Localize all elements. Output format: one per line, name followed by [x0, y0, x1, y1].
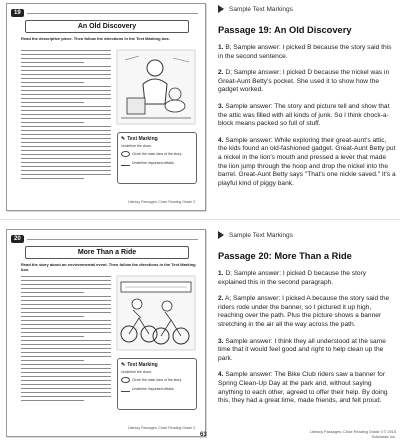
thumbnail-header [11, 234, 201, 244]
thumbnail-page-number: 19 [11, 9, 24, 17]
passage-title: Passage 20: More Than a Ride [218, 251, 352, 261]
arrow-right-icon [218, 231, 224, 239]
thumbnail-page-number: 20 [11, 235, 24, 243]
sample-answers [218, 4, 396, 188]
sample-answers [218, 230, 396, 406]
answer-text: Sample answer: The story and picture tell and show that the attic was filled with all kinds of junk. So I think chock-a-block means packed so full of stuff. [218, 102, 390, 128]
text-marking-item: Circle the main idea of the story. [132, 378, 182, 382]
sample-header [218, 4, 396, 14]
answer-text: Sample answer: While exploring their great-aunt's attic, the kids found an old-fashioned gadget. Great-Aunt Betty put a nickel in the lion's mouth and pressed a lever that made the lion jump through the hoop and drop the nickel into the barrel. Great-Aunt Betty says "That's one nickle saved." It's a playful kind of piggy bank. [218, 136, 396, 187]
answer-text: A; Sample answer: I picked A because the story said the riders rode under the banner, so I pictured it up high, reaching over the path. Plus the picture shows a banner stretching in the air all the way across the path. [218, 295, 390, 328]
answer-text: B; Sample answer: I picked B because the story said this in the second sentence. [218, 44, 392, 60]
answer-number: 3. [218, 102, 224, 110]
text-marking-item: Circle the main idea of the story. [132, 152, 182, 156]
thumbnail-footer-text: Literacy Passages: Close Reading Grade 3 [127, 200, 195, 204]
answer-item [218, 137, 396, 189]
answer-number: 2. [218, 69, 224, 77]
sample-label: Sample Text Markings [229, 231, 293, 239]
underline-icon [121, 160, 130, 166]
text-marking-item: Underline important details. [132, 387, 175, 391]
text-marking-subtitle: Underline the clues. [121, 144, 152, 148]
book-info: Literacy Passages: Close Reading Grade 3 © 2015 Scholastic Inc. [309, 430, 396, 439]
passage-text-lines [21, 276, 111, 404]
text-marking-box [117, 132, 197, 184]
panel-divider [0, 219, 400, 220]
passage-thumbnail [6, 3, 206, 211]
thumbnail-footer [21, 425, 195, 431]
answer-panel-20 [0, 226, 400, 441]
name-line [27, 13, 198, 14]
answer-number: 4. [218, 136, 224, 144]
sample-header [218, 230, 396, 240]
answer-number: 1. [218, 44, 224, 51]
text-marking-subtitle: Underline the clues. [121, 370, 152, 374]
thumbnail-footer-text: Literacy Passages: Close Reading Grade 3 [127, 426, 195, 430]
pencil-icon: ✎ [121, 136, 126, 142]
bike-club-illustration [115, 274, 197, 352]
arrow-right-icon [218, 5, 224, 13]
pencil-icon: ✎ [121, 362, 126, 368]
thumbnail-directions: Read the descriptive piece. Then follow the directions in the Text Marking box. [21, 36, 170, 41]
answer-item [218, 338, 396, 364]
thumbnail-directions: Read the story about an environmental event. Then follow the directions in the Text Marking box. [21, 262, 196, 272]
thumbnail-title: More Than a Ride [77, 249, 137, 256]
answer-item [218, 295, 396, 329]
text-marking-title: Text Marking [127, 362, 158, 368]
answer-number: 4. [218, 371, 224, 379]
thumbnail-title: An Old Discovery [77, 23, 137, 30]
answer-item [218, 371, 396, 405]
answer-item [218, 44, 396, 61]
page-number: 63 [200, 432, 207, 438]
text-marking-item: Underline important details. [132, 161, 175, 165]
answer-panel-19 [0, 0, 400, 215]
text-marking-box [117, 358, 197, 410]
sample-label: Sample Text Markings [229, 5, 293, 13]
answer-item [218, 103, 396, 129]
passage-text-lines [21, 50, 111, 182]
answer-number: 1. [218, 270, 224, 277]
passage-thumbnail [6, 229, 206, 437]
thumbnail-header [11, 8, 201, 18]
answer-item [218, 270, 396, 287]
thumbnail-title-box [25, 246, 189, 259]
circle-icon [121, 151, 130, 157]
answer-item [218, 69, 396, 95]
passage-title: Passage 19: An Old Discovery [218, 25, 352, 35]
circle-icon [121, 377, 130, 383]
attic-illustration [115, 48, 197, 126]
answer-number: 3. [218, 337, 224, 345]
answer-text: Sample answer: The Bike Club riders saw a banner for Spring Clean-Up Day at the park and, without saying anything to each other, agreed to offer their help. By doing this, they had a great time, made friends, and felt proud. [218, 371, 388, 405]
answer-text: D; Sample answer: I picked D because the nickel was in Great-Aunt Betty's pocket. She used it to show how the gadget worked. [218, 69, 390, 94]
name-line [27, 239, 198, 240]
answer-number: 2. [218, 295, 224, 303]
thumbnail-title-box [25, 20, 189, 33]
answer-text: D; Sample answer: I picked D because the story explained this in the second paragraph. [218, 270, 367, 286]
underline-icon [121, 386, 130, 392]
text-marking-title: Text Marking [127, 136, 158, 142]
thumbnail-footer [21, 199, 195, 205]
answer-text: Sample answer: I think they all understood at the same time that it would feel good and right to help clean up the park. [218, 337, 386, 362]
